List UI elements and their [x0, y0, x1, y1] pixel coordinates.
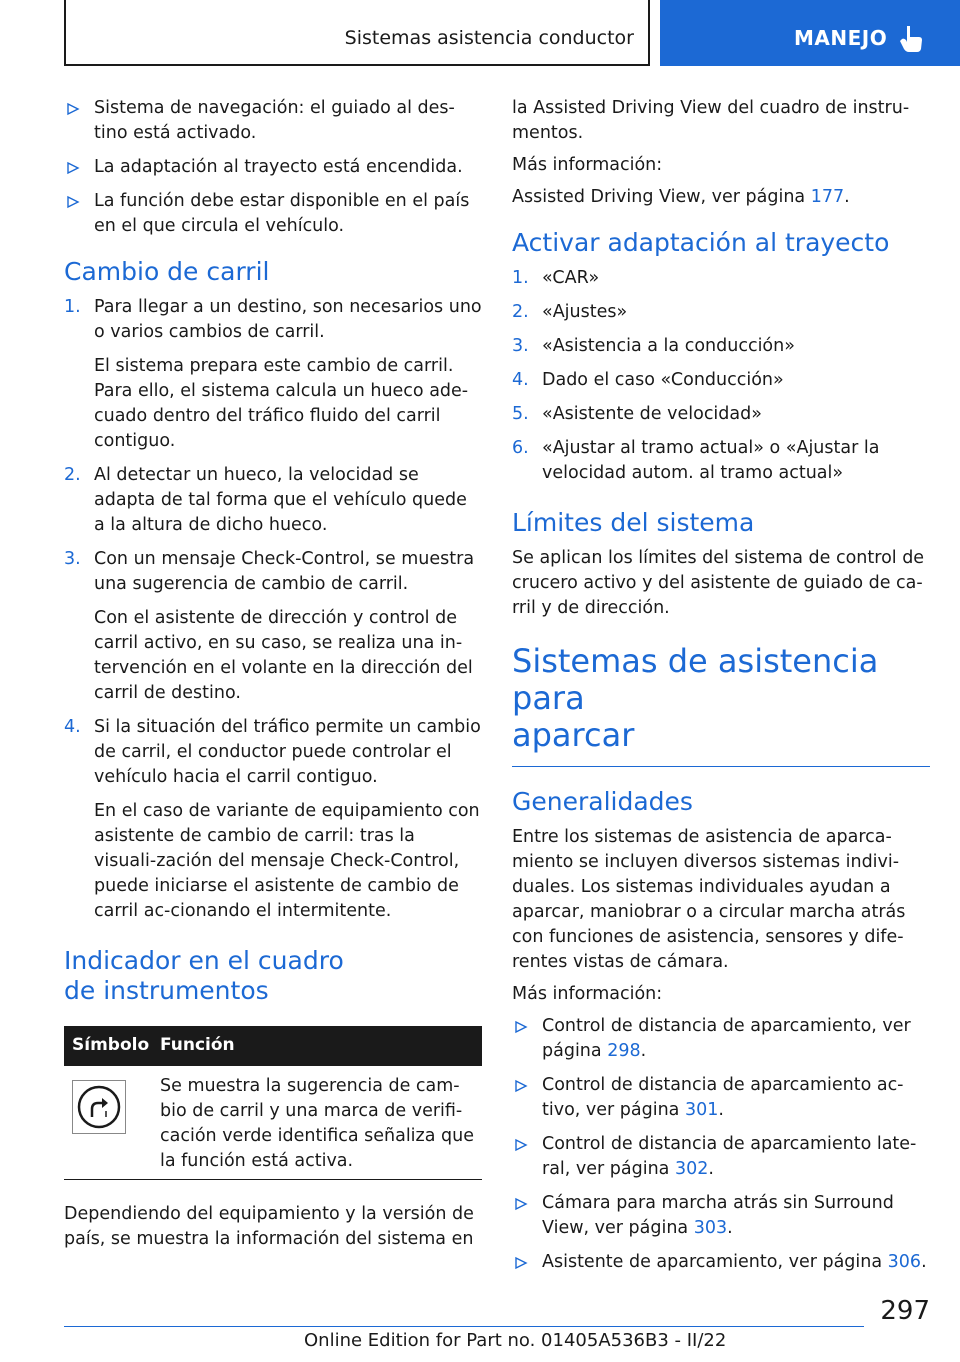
triangle-bullet-icon	[66, 195, 80, 209]
step-text: «CAR»	[542, 268, 600, 288]
page-number: 297	[880, 1296, 930, 1326]
list-item	[64, 189, 482, 239]
step-extra: Con el asistente de dirección y control de carril activo, en su caso, se realiza una in-tervención en el volante en la dirección del carril de destino.	[94, 608, 473, 703]
triangle-bullet-icon	[514, 1020, 528, 1034]
list-item	[512, 334, 930, 359]
reference-text: Control de distancia de aparcamiento late-ral, ver página	[542, 1134, 917, 1179]
step-number: 6.	[512, 438, 529, 458]
step-number: 4.	[512, 370, 529, 390]
step-text: Dado el caso «Conducción»	[542, 370, 784, 390]
page-link-301[interactable]: 301	[684, 1100, 719, 1120]
limits-paragraph: Se aplican los límites del sistema de control de crucero activo y del asistente de guiado de ca-rril y de dirección.	[512, 548, 925, 618]
list-item	[64, 463, 482, 538]
continuation-paragraph: la Assisted Driving View del cuadro de instru-mentos.	[512, 98, 910, 143]
indicator-heading-line-1: Indicador en el cuadro	[64, 946, 344, 975]
reference-text: Cámara para marcha atrás sin Surround View, ver página	[542, 1193, 894, 1238]
step-number: 5.	[512, 404, 529, 424]
reference-text: Asistente de aparcamiento, ver página	[542, 1252, 888, 1272]
step-text: Con un mensaje Check-Control, se muestra una sugerencia de cambio de carril.	[94, 549, 475, 594]
header-section-tab	[660, 0, 960, 66]
parking-heading-line-2: aparcar	[512, 716, 635, 754]
page-link-303[interactable]: 303	[693, 1218, 728, 1238]
step-text: «Ajustar al tramo actual» o «Ajustar la velocidad autom. al tramo actual»	[542, 438, 880, 483]
symbol-table	[64, 1026, 482, 1180]
list-item: Control de distancia de aparcamiento ac-tivo, ver página 301.	[512, 1073, 930, 1123]
list-item	[64, 155, 482, 180]
list-item	[512, 436, 930, 486]
triangle-bullet-icon	[66, 161, 80, 175]
indicator-heading-line-2: de instrumentos	[64, 976, 269, 1005]
column-header-function: Función	[160, 1035, 235, 1055]
step-number: 4.	[64, 717, 81, 737]
page-link-302[interactable]: 302	[674, 1159, 709, 1179]
activate-heading: Activar adaptación al trayecto	[512, 228, 890, 257]
reference-line: Assisted Driving View, ver página 177.	[512, 187, 850, 207]
triangle-bullet-icon	[514, 1197, 528, 1211]
step-number: 2.	[64, 465, 81, 485]
list-item	[64, 715, 482, 790]
reference-text: Control de distancia de aparcamiento, ver página	[542, 1016, 911, 1061]
page-link-298[interactable]: 298	[607, 1041, 641, 1061]
table-header	[64, 1026, 482, 1066]
list-item	[64, 96, 482, 146]
chapter-title: Sistemas asistencia conductor	[344, 27, 634, 49]
step-text: «Asistente de velocidad»	[542, 404, 762, 424]
triangle-bullet-icon	[514, 1256, 528, 1270]
footer-divider	[64, 1326, 864, 1327]
list-item	[512, 300, 930, 325]
list-item: Asistente de aparcamiento, ver página 306.	[512, 1250, 930, 1275]
reference-text: Assisted Driving View, ver página	[512, 187, 811, 207]
parking-heading-line-1: Sistemas de asistencia para	[512, 642, 879, 717]
step-number: 3.	[512, 336, 529, 356]
list-item: Control de distancia de aparcamiento late-ral, ver página 302.	[512, 1132, 930, 1182]
hand-steering-icon	[898, 24, 924, 54]
step-text: Al detectar un hueco, la velocidad se adapta de tal forma que el vehículo quede a la altura de dicho hueco.	[94, 465, 467, 535]
page-link-306[interactable]: 306	[887, 1252, 922, 1272]
section-label: MANEJO	[794, 26, 888, 50]
list-item	[64, 547, 482, 597]
table-row	[64, 1066, 482, 1180]
triangle-bullet-icon	[514, 1079, 528, 1093]
edition-footer: Online Edition for Part no. 01405A536B3 - II/22	[304, 1330, 727, 1351]
bullet-text: La función debe estar disponible en el país en el que circula el vehículo.	[94, 191, 470, 236]
step-text: Para llegar a un destino, son necesarios uno o varios cambios de carril.	[94, 297, 482, 342]
list-item	[512, 266, 930, 291]
list-item: Control de distancia de aparcamiento, ver página 298.	[512, 1014, 930, 1064]
section-divider	[512, 766, 930, 767]
list-item: Cámara para marcha atrás sin Surround View, ver página 303.	[512, 1191, 930, 1241]
function-description: Se muestra la sugerencia de cam-bio de carril y una marca de verifi-cación verde identifica señaliza que la función está activa.	[160, 1076, 474, 1171]
step-number: 1.	[512, 268, 529, 288]
bullet-text: La adaptación al trayecto está encendida.	[94, 157, 463, 177]
lane-change-arrow-icon	[72, 1080, 126, 1134]
bullet-text: Sistema de navegación: el guiado al des-tino está activado.	[94, 98, 455, 143]
step-text: «Ajustes»	[542, 302, 628, 322]
step-number: 1.	[64, 297, 81, 317]
closing-paragraph: Dependiendo del equipamiento y la versión de país, se muestra la información del sistema en	[64, 1204, 474, 1249]
list-item	[64, 295, 482, 345]
list-item	[512, 402, 930, 427]
step-extra: En el caso de variante de equipamiento con asistente de cambio de carril: tras la visuali-zación del mensaje Check-Control, puede iniciarse el asistente de cambio de carril ac-cionando el intermitente.	[94, 801, 480, 921]
step-number: 2.	[512, 302, 529, 322]
triangle-bullet-icon	[66, 102, 80, 116]
column-header-symbol: Símbolo	[72, 1035, 150, 1055]
list-item	[512, 368, 930, 393]
step-number: 3.	[64, 549, 81, 569]
general-heading: Generalidades	[512, 787, 693, 816]
header-chapter-box	[64, 0, 650, 66]
page-link-177[interactable]: 177	[810, 187, 845, 207]
limits-heading: Límites del sistema	[512, 508, 755, 537]
step-text: Si la situación del tráfico permite un cambio de carril, el conductor puede controlar el vehículo hacia el carril contiguo.	[94, 717, 481, 787]
left-column	[64, 96, 482, 1259]
lane-change-heading: Cambio de carril	[64, 257, 270, 286]
more-info-label: Más información:	[512, 155, 663, 175]
more-info-label: Más información:	[512, 984, 663, 1004]
right-column	[512, 96, 930, 1284]
step-extra: El sistema prepara este cambio de carril. Para ello, el sistema calcula un hueco ade-cuado dentro del tráfico fluido del carril contiguo.	[94, 356, 469, 451]
reference-text: Control de distancia de aparcamiento ac-tivo, ver página	[542, 1075, 904, 1120]
step-text: «Asistencia a la conducción»	[542, 336, 795, 356]
triangle-bullet-icon	[514, 1138, 528, 1152]
general-paragraph: Entre los sistemas de asistencia de aparca-miento se incluyen diversos sistemas indivi-duales. Los sistemas individuales ayudan a aparcar, maniobrar o a circular marcha atrás con funciones de asistencia, sensores y dife-rentes vistas de cámara.	[512, 827, 906, 972]
